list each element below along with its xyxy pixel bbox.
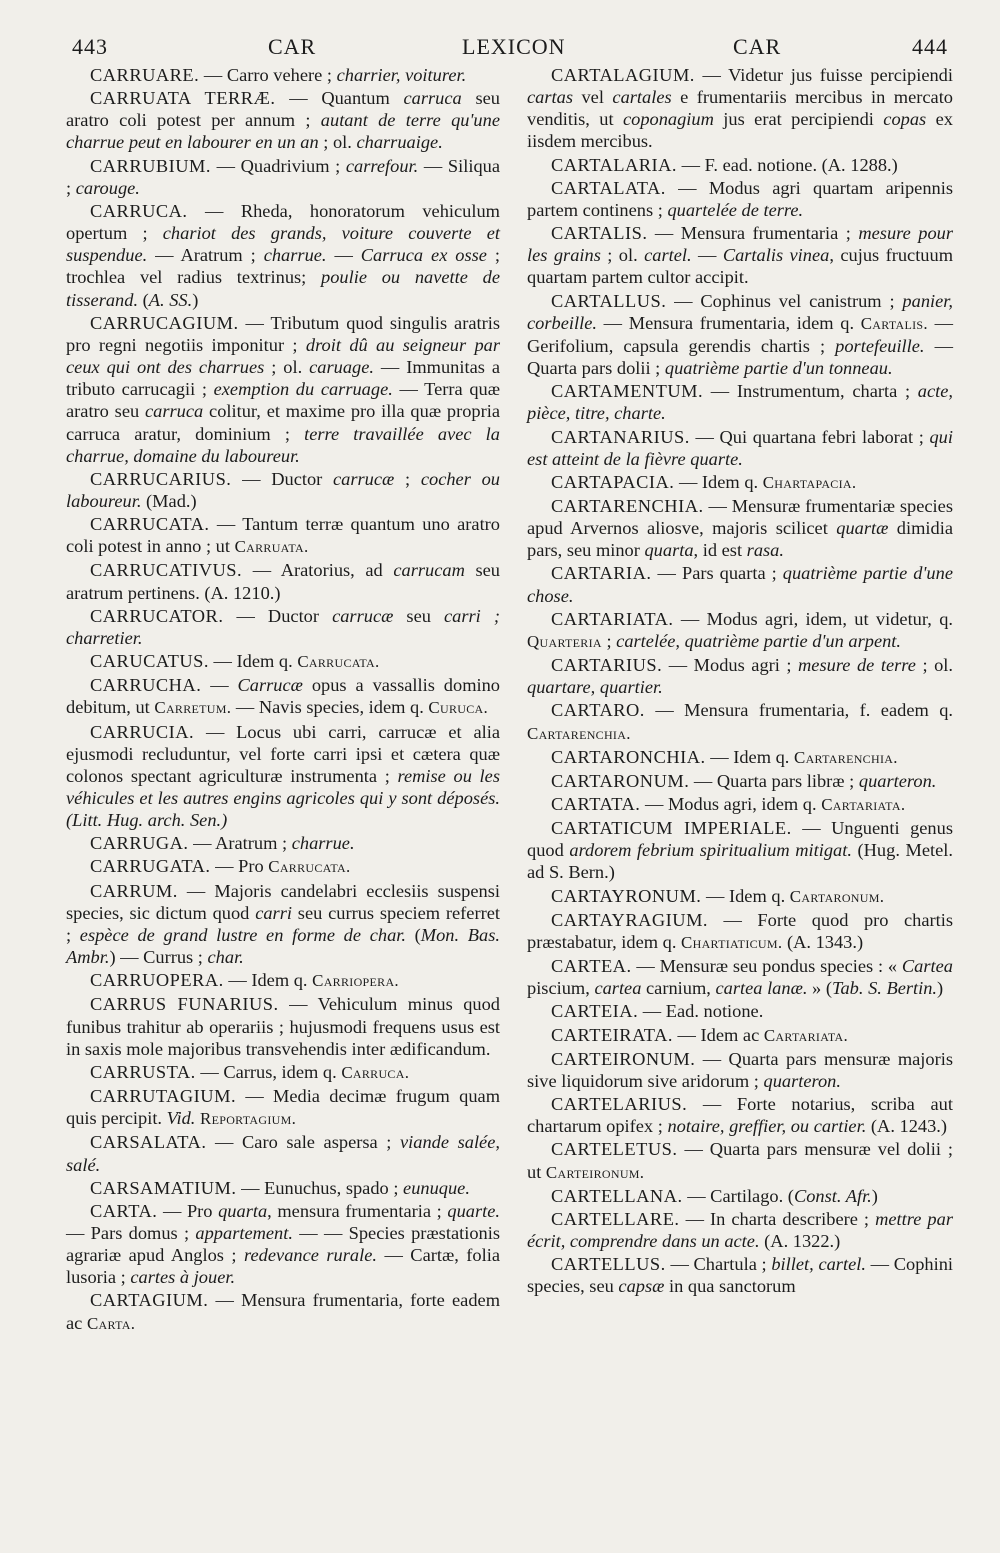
entry-text: — Siliqua ; <box>66 155 501 198</box>
entry-italic-text: redevance rurale. <box>244 1245 377 1266</box>
entry-cross-reference: Carretum. <box>154 698 232 718</box>
entry-text: — Instrumentum, charta ; <box>703 381 918 402</box>
entry-headword: CARTARONCHIA. <box>551 746 706 767</box>
entry-text: — Videtur jus fuisse percipiendi <box>694 65 953 85</box>
entry-cross-reference: Cartaronum. <box>789 886 885 906</box>
entry-headword: CARRUBIUM. <box>90 155 211 176</box>
entry-text: — Aratrum ; <box>188 833 292 854</box>
entry-headword: CARTALATA. <box>551 177 666 198</box>
dictionary-entry <box>66 1085 500 1130</box>
entry-headword: CARTARENCHIA. <box>551 495 704 516</box>
entry-text: (Hug. Metel. ad S. Bern.) <box>527 840 953 883</box>
entry-text: — Idem q. <box>701 885 790 906</box>
entry-text: — Pars quarta ; <box>651 563 783 584</box>
entry-text: — Forte notarius, scriba aut chartarum opifex ; <box>527 1094 953 1137</box>
entry-text: — Modus agri ; <box>662 655 799 676</box>
entry-text: ( <box>138 289 149 310</box>
entry-headword: CARTAYRONUM. <box>551 885 702 906</box>
entry-italic-text: qui est atteint de la fièvre quarte. <box>527 426 953 469</box>
dictionary-entry <box>527 1253 953 1297</box>
entry-text: — <box>691 245 723 266</box>
dictionary-entry <box>527 885 953 908</box>
entry-text: — Carrus, idem q. <box>195 1061 342 1082</box>
entry-text: — Unguenti genus quod <box>527 818 953 861</box>
dictionary-entry <box>527 770 953 792</box>
entry-text: — Modus agri, idem q. <box>640 794 822 814</box>
entry-cross-reference: Cartarenchia. <box>527 723 631 743</box>
dictionary-entry <box>527 654 953 698</box>
entry-italic-text: chariot des grands, voiture couverte et suspendue. <box>66 223 500 266</box>
entry-italic-text: exemption du carruage. <box>213 379 393 400</box>
entry-text: — Quarta pars mensuræ majoris sive liquidorum sive aridorum ; <box>527 1048 953 1091</box>
entry-headword: CARTAMENTUM. <box>551 381 704 402</box>
dictionary-entry <box>527 64 953 153</box>
entry-italic-text: quatrième partie d'un tonneau. <box>664 358 893 379</box>
entry-cross-reference: Cartariata. <box>821 795 906 814</box>
dictionary-entry <box>527 746 953 769</box>
page-header <box>0 0 1000 70</box>
entry-text: — <box>201 675 238 696</box>
entry-headword: CARRUCAGIUM. <box>90 312 239 333</box>
entry-text: ) <box>871 1185 878 1206</box>
entry-italic-text: quarteron. <box>763 1070 841 1091</box>
dictionary-entry <box>527 955 953 999</box>
entry-text: — Carro vehere ; <box>199 65 337 85</box>
entry-text: — Quantum <box>275 88 404 109</box>
right-column <box>527 64 953 1298</box>
entry-text: — Gerifolium, capsula gerendis chartis ; <box>527 312 953 356</box>
entry-text: — Mensuræ seu pondus species : « <box>631 956 902 977</box>
entry-cross-reference: Chartapacia. <box>762 472 857 492</box>
dictionary-entry <box>527 1048 953 1092</box>
dictionary-entry <box>527 1000 953 1022</box>
entry-italic-text: quarteron. <box>858 770 937 791</box>
dictionary-entry <box>527 222 953 288</box>
entry-italic-text: cartelée, quatrième partie d'un arpent. <box>616 630 902 651</box>
entry-headword: CARRUCARIUS. <box>90 468 232 489</box>
entry-italic-text: ardorem febrium spiritualium mitigat. <box>569 840 852 861</box>
dictionary-entry <box>66 155 500 199</box>
entry-text: — Media decimæ frugum quam quis percipit. <box>66 1086 500 1129</box>
entry-headword: CARTAPACIA. <box>551 471 675 492</box>
entry-headword: CARTALLUS. <box>551 290 667 311</box>
entry-italic-text: terre travaillée avec la charrue, domaine du laboureur. <box>66 423 500 466</box>
entry-text: — Idem q. <box>223 970 313 991</box>
entry-text: ( <box>405 924 421 945</box>
entry-headword: CARRUCATOR. <box>90 605 224 626</box>
entry-text: — Rheda, honoratorum vehiculum opertum ; <box>66 200 500 244</box>
entry-headword: CARRUM. <box>90 880 178 901</box>
entry-headword: CARRUOPERA. <box>90 970 224 991</box>
entry-cross-reference: Carrucata. <box>268 857 351 877</box>
entry-italic-text: rasa. <box>746 540 784 561</box>
entry-italic-text: A. SS. <box>148 289 193 310</box>
dictionary-entry <box>527 426 953 470</box>
right-page-number: 444 <box>912 34 948 59</box>
entry-text: in qua sanctorum <box>664 1276 796 1297</box>
entry-text: colitur, et maxime pro illa quæ propria carruca aratur, dominium ; <box>66 401 500 444</box>
entry-text: — F. ead. notione. (A. 1288.) <box>677 154 898 175</box>
entry-italic-text: carruca <box>145 401 204 422</box>
entry-text: seu currus speciem referret ; <box>66 902 500 945</box>
entry-text: — Tantum terræ quantum uno aratro coli potest in anno ; ut <box>66 514 500 557</box>
right-running-head: CAR <box>733 34 782 59</box>
entry-italic-text: caruage. <box>309 357 374 378</box>
entry-text: — Idem q. <box>674 471 763 492</box>
dictionary-entry <box>527 1093 953 1137</box>
entry-text: — Cophini species, seu <box>527 1254 953 1297</box>
entry-headword: CARTALAGIUM. <box>551 65 695 85</box>
entry-cross-reference: Carruata. <box>234 537 309 557</box>
entry-text: — Terra quæ aratro seu <box>66 379 500 422</box>
entry-text: ; <box>394 468 421 489</box>
dictionary-entry <box>66 1061 500 1084</box>
entry-headword: CARTARIATA. <box>551 608 674 629</box>
entry-text: ex iisdem mercibus. <box>527 109 953 152</box>
entry-italic-text: notaire, greffier, ou cartier. <box>667 1116 867 1137</box>
entry-text: — Vehiculum minus quod funibus trahitur ab operariis ; hujusmodi frequens usus est in saxis mole majoribus transvehendis inter ædificandum. <box>66 994 500 1059</box>
entry-text: — Mensura frumentaria, forte eadem ac <box>66 1290 500 1333</box>
entry-text: — Quadrivium ; <box>210 155 346 176</box>
page-title: LEXICON <box>462 34 566 59</box>
entry-text: — Idem q. <box>208 651 298 672</box>
entry-text: , id est <box>693 540 747 561</box>
dictionary-entry <box>527 1024 953 1047</box>
entry-text: — Mensura frumentaria, idem q. <box>596 312 861 333</box>
entry-headword: CARRUSTA. <box>90 1061 196 1082</box>
dictionary-entry <box>527 290 953 380</box>
entry-italic-text: autant de terre qu'une charrue peut en labourer en un an <box>66 110 500 153</box>
entry-text: — Immunitas a tributo carrucagii ; <box>66 357 500 400</box>
entry-text: (A. 1343.) <box>782 931 864 952</box>
entry-italic-text: cocher ou laboureur. <box>66 468 500 511</box>
entry-headword: CARTATICUM IMPERIALE. <box>551 818 792 839</box>
entry-cross-reference: Reportagium. <box>200 1109 297 1129</box>
entry-italic-text: charrue. <box>291 833 355 854</box>
entry-cross-reference: Carta. <box>86 1313 136 1333</box>
entry-headword: CARRUGATA. <box>90 856 211 877</box>
entry-text: — Navis species, idem q. <box>231 697 429 718</box>
entry-text: — Qui quartana febri laborat ; <box>689 426 930 447</box>
entry-italic-text: Carrucæ <box>237 675 303 696</box>
dictionary-entry <box>66 1289 500 1334</box>
entry-cross-reference: Curuca. <box>428 698 489 718</box>
dictionary-entry <box>66 1200 500 1289</box>
entry-headword: CARRUTAGIUM. <box>90 1086 237 1107</box>
entry-headword: CARSAMATIUM. <box>90 1177 237 1198</box>
dictionary-entry <box>66 1177 500 1199</box>
dictionary-entry <box>527 608 953 653</box>
entry-italic-text: remise ou les véhicules et les autres engins agricoles qui y sont déposés. (Litt. Hug. arch. Sen.) <box>66 765 500 831</box>
entry-italic-text: carouge. <box>75 177 140 198</box>
entry-text: — — Species præstationis agrariæ apud Anglos ; <box>66 1222 500 1266</box>
entry-italic-text: panier, corbeille. <box>527 290 953 333</box>
left-column <box>66 64 500 1336</box>
entry-italic-text: cartea <box>594 978 642 999</box>
entry-italic-text: appartement. <box>195 1222 293 1243</box>
entry-italic-text: carrucæ <box>333 468 395 489</box>
entry-text: ; trochlea vel radius textrinus; <box>66 245 500 288</box>
entry-cross-reference: Carriopera. <box>312 971 399 991</box>
entry-italic-text: charrue. <box>263 245 327 266</box>
entry-headword: CARTEIA. <box>551 1001 639 1022</box>
entry-cross-reference: Carruca. <box>341 1062 410 1082</box>
entry-headword: CARTARONUM. <box>551 770 690 791</box>
entry-headword: CARTALARIA. <box>551 154 678 175</box>
entry-text: ; ol. <box>600 245 645 266</box>
entry-headword: CARTEIRONUM. <box>551 1048 696 1069</box>
dictionary-entry <box>66 64 500 86</box>
entry-text: — Ead. notione. <box>638 1001 764 1022</box>
entry-text: — In charta describere ; <box>679 1208 876 1229</box>
entry-italic-text: quarte. <box>447 1200 500 1221</box>
entry-italic-text: cartea lanæ. <box>715 978 808 999</box>
dictionary-entry <box>527 1185 953 1207</box>
entry-italic-text: viande salée, salé. <box>66 1132 500 1175</box>
entry-text: — Caro sale aspersa ; <box>206 1132 400 1153</box>
entry-italic-text: quartare, quartier. <box>527 677 663 698</box>
entry-italic-text: acte, pièce, titre, charte. <box>527 381 953 424</box>
entry-headword: CARRUATA TERRÆ. <box>90 88 276 109</box>
entry-text: — Modus agri, idem, ut videtur, q. <box>673 608 953 629</box>
dictionary-entry <box>66 513 500 558</box>
entry-italic-text: carrucam <box>393 560 465 581</box>
dictionary-entry <box>527 495 953 561</box>
entry-headword: CARTELARIUS. <box>551 1094 688 1115</box>
entry-text: vel <box>572 87 613 108</box>
dictionary-entry <box>66 721 500 832</box>
entry-headword: CARUCATUS. <box>90 651 209 672</box>
dictionary-entry <box>66 855 500 878</box>
entry-text: dimidia pars, seu minor <box>527 518 953 561</box>
entry-headword: CARTALIS. <box>551 223 648 244</box>
entry-headword: CARRUCATA. <box>90 514 210 535</box>
entry-text: seu <box>393 605 445 626</box>
entry-headword: CARTAGIUM. <box>90 1290 209 1311</box>
entry-headword: CARRUARE. <box>90 65 200 85</box>
entry-italic-text: Cartalis vinea <box>722 245 830 266</box>
entry-italic-text: mesure de terre <box>798 655 916 676</box>
entry-text: , cujus fructuum quartam partem cultor accipit. <box>527 245 954 288</box>
dictionary-entry <box>66 468 500 512</box>
entry-italic-text: copas <box>883 109 927 130</box>
entry-text: ) <box>937 978 944 999</box>
entry-text: seu aratro coli potest per annum ; <box>66 88 500 131</box>
dictionary-entry <box>527 1138 953 1183</box>
dictionary-entry <box>66 832 500 854</box>
entry-italic-text: quarta <box>644 540 694 561</box>
entry-italic-text: charruaige. <box>356 132 443 153</box>
entry-text: — Forte quod pro chartis præstabatur, idem q. <box>527 909 953 952</box>
entry-text: e frumentariis mercibus in mercato venditis, ut <box>527 87 953 130</box>
dictionary-entry <box>66 650 500 673</box>
entry-italic-text: droit dû au seigneur par ceux qui ont des charrues <box>66 334 500 378</box>
entry-italic-text: capsæ <box>618 1276 665 1297</box>
entry-italic-text: espèce de grand lustre en forme de char. <box>79 924 406 945</box>
entry-text: — Pro <box>157 1200 219 1221</box>
entry-italic-text: eunuque. <box>403 1177 470 1198</box>
entry-italic-text: cartales <box>612 87 672 108</box>
dictionary-entry <box>527 154 953 176</box>
entry-headword: CARRUS FUNARIUS. <box>90 994 279 1015</box>
entry-italic-text: Tab. S. Bertin. <box>831 978 938 999</box>
dictionary-entry <box>527 699 953 744</box>
entry-italic-text: billet, cartel. <box>771 1254 866 1275</box>
entry-headword: CARTARIA. <box>551 563 652 584</box>
dictionary-entry <box>66 559 500 603</box>
entry-text: — Mensuræ frumentariæ species apud Arvernos aliosve, majoris scilicet <box>527 495 953 539</box>
entry-text: — Quarta pars dolii ; <box>527 335 953 379</box>
entry-headword: CARRUCHA. <box>90 675 202 696</box>
entry-text: — Tributum quod singulis aratris pro regni negotiis imponitur ; <box>66 312 500 355</box>
entry-text: (Mad.) <box>141 490 197 511</box>
entry-italic-text: carrefour. <box>345 155 419 176</box>
entry-italic-text: quartelée de terre. <box>667 199 804 220</box>
entry-italic-text: carruca <box>403 88 462 109</box>
entry-text: — Chartula ; <box>665 1254 772 1275</box>
dictionary-entry <box>66 1131 500 1175</box>
dictionary-entry <box>66 87 500 153</box>
entry-italic-text: carri ; charretier. <box>66 605 500 648</box>
entry-italic-text: cartel. <box>644 245 692 266</box>
entry-italic-text: Cartea <box>901 956 953 977</box>
dictionary-entry <box>527 1208 953 1252</box>
entry-text: — Pars domus ; <box>66 1222 196 1243</box>
entry-text: — Aratorius, ad <box>242 560 394 581</box>
entry-cross-reference: Cartariata. <box>763 1025 849 1045</box>
entry-text: ) — Currus ; <box>109 947 208 968</box>
entry-headword: CARTARIUS. <box>551 655 663 676</box>
dictionary-entry <box>527 380 953 424</box>
entry-text: — Mensura frumentaria ; <box>647 223 859 244</box>
entry-italic-text: poulie ou navette de tisserand. <box>66 267 501 310</box>
entry-text: (A. 1243.) <box>866 1116 948 1137</box>
entry-headword: CARRUGA. <box>90 833 189 854</box>
entry-text: ) <box>192 289 199 310</box>
dictionary-entry <box>527 471 953 494</box>
entry-text: (A. 1322.) <box>759 1230 841 1251</box>
entry-text: — Cophinus vel canistrum ; <box>666 290 903 311</box>
entry-headword: CARTELLARE. <box>551 1208 680 1229</box>
entry-headword: CARTEIRATA. <box>551 1024 673 1045</box>
dictionary-entry <box>527 562 953 606</box>
entry-italic-text: mettre par écrit, comprendre dans un acte. <box>527 1208 953 1251</box>
entry-italic-text: carri <box>255 902 292 923</box>
entry-text: — Ductor <box>223 605 333 626</box>
dictionary-entry <box>66 993 500 1059</box>
entry-cross-reference: Chartiaticum. <box>681 932 783 952</box>
dictionary-entry <box>66 312 500 467</box>
entry-text: — Idem q. <box>705 746 795 767</box>
entry-headword: CARTELLANA. <box>551 1185 683 1206</box>
entry-headword: CARTA. <box>90 1200 158 1221</box>
entry-italic-text: cartas <box>527 87 573 108</box>
entry-headword: CARRUCATIVUS. <box>90 560 243 581</box>
entry-headword: CARTELETUS. <box>551 1139 678 1160</box>
entry-text: opus a vassallis domino debitum, ut <box>66 675 500 718</box>
entry-text: — Cartilago. ( <box>682 1185 794 1206</box>
entry-text: ; <box>601 630 617 651</box>
entry-italic-text: quatrième partie d'une chose. <box>527 563 953 606</box>
dictionary-entry <box>66 200 500 311</box>
entry-headword: CARTAYRAGIUM. <box>551 909 709 930</box>
dictionary-entry <box>527 817 953 883</box>
dictionary-entry <box>527 177 953 221</box>
entry-italic-text: charrier, voiturer. <box>336 65 467 85</box>
entry-cross-reference: Carrucata. <box>297 652 380 672</box>
entry-headword: CARRUCIA. <box>90 721 195 742</box>
entry-text: — Idem ac <box>672 1024 764 1045</box>
entry-text: piscium, <box>527 978 595 999</box>
entry-text: — Quarta pars libræ ; <box>689 770 859 791</box>
entry-text: ; ol. <box>264 357 310 378</box>
entry-cross-reference: Cartarenchia. <box>794 747 898 767</box>
left-running-head: CAR <box>268 34 317 59</box>
entry-italic-text: mesure pour les grains <box>527 223 953 266</box>
dictionary-entry <box>527 793 953 816</box>
entry-text: — Pro <box>210 856 269 877</box>
entry-headword: CARSALATA. <box>90 1132 207 1153</box>
entry-text: — Aratrum ; <box>147 245 264 266</box>
entry-text: seu aratrum pertinens. (A. 1210.) <box>66 560 500 603</box>
entry-text: — Ductor <box>231 468 334 489</box>
entry-italic-text: Mon. Bas. Ambr. <box>66 924 500 968</box>
entry-text: — Quarta pars mensuræ vel dolii ; ut <box>527 1139 953 1182</box>
entry-text: — Eunuchus, spado ; <box>236 1177 404 1198</box>
left-page-number: 443 <box>72 34 108 59</box>
entry-italic-text: quartæ <box>836 518 889 539</box>
entry-text: — Mensura frumentaria, f. eadem q. <box>644 700 953 721</box>
entry-italic-text: portefeuille. <box>835 335 925 356</box>
entry-cross-reference: Carteironum. <box>545 1162 645 1182</box>
entry-italic-text: char. <box>207 947 244 968</box>
dictionary-entry <box>66 674 500 719</box>
entry-text: ; ol. <box>318 132 357 153</box>
entry-headword: CARRUCA. <box>90 200 188 221</box>
entry-headword: CARTANARIUS. <box>551 426 690 447</box>
dictionary-entry <box>527 909 953 954</box>
entry-headword: CARTELLUS. <box>551 1254 666 1275</box>
entry-text: , mensura frumentaria ; <box>267 1200 448 1221</box>
entry-text: — Cartæ, folia lusoria ; <box>66 1245 501 1288</box>
entry-headword: CARTEA. <box>551 956 632 977</box>
entry-italic-text: Vid. <box>166 1108 196 1129</box>
entry-text: — <box>326 245 361 266</box>
entry-cross-reference: Quarteria <box>527 631 602 651</box>
entry-italic-text: Carruca ex osse <box>360 245 487 266</box>
entry-headword: CARTATA. <box>551 794 641 814</box>
entry-text: — Modus agri quartam aripennis partem continens ; <box>527 177 953 220</box>
dictionary-entry <box>66 880 500 969</box>
entry-italic-text: coponagium <box>622 109 714 130</box>
entry-italic-text: cartes à jouer. <box>130 1267 236 1288</box>
dictionary-entry <box>66 969 500 992</box>
entry-italic-text: Const. Afr. <box>793 1185 872 1206</box>
entry-italic-text: quarta <box>218 1200 268 1221</box>
entry-text: » ( <box>807 978 832 999</box>
entry-italic-text: carrucæ <box>332 605 394 626</box>
entry-cross-reference: Cartalis. <box>860 313 928 333</box>
entry-text: jus erat percipiendi <box>713 109 884 130</box>
entry-text: ; ol. <box>915 655 953 676</box>
entry-headword: CARTARO. <box>551 700 645 721</box>
entry-text: — Majoris candelabri ecclesiis suspensi species, sic dictum quod <box>66 880 500 923</box>
entry-text: — Locus ubi carri, carrucæ et alia ejusmodi recluduntur, vel forte carri ipsi et cætera quæ colonos spectant agriculturæ instrumenta ; <box>66 721 500 786</box>
entry-text: carnium, <box>641 978 716 999</box>
dictionary-entry <box>66 605 500 649</box>
